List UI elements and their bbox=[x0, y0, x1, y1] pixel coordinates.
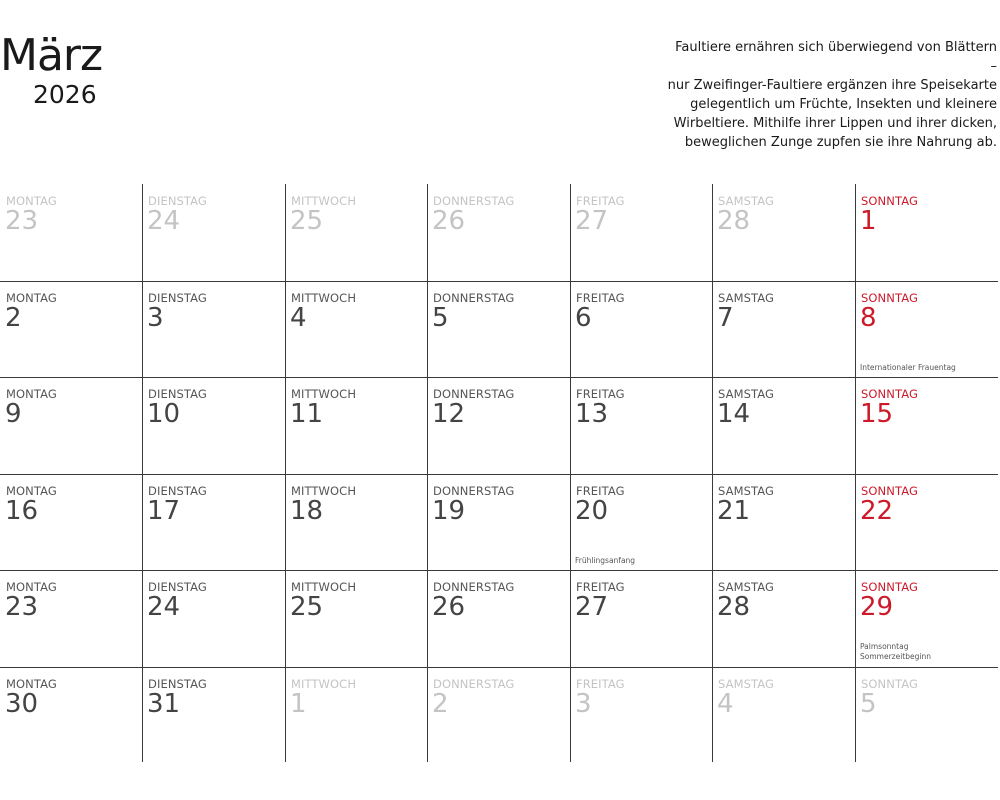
day-number: 4 bbox=[717, 688, 734, 719]
day-cell bbox=[142, 474, 284, 570]
day-number: 26 bbox=[432, 206, 466, 236]
day-number: 2 bbox=[5, 302, 22, 333]
day-number: 16 bbox=[5, 495, 39, 526]
day-name: MITTWOCH bbox=[291, 580, 357, 594]
day-number: 24 bbox=[147, 592, 181, 622]
day-cell bbox=[427, 281, 569, 377]
day-name: SONNTAG bbox=[861, 290, 918, 305]
day-name: MONTAG bbox=[6, 290, 57, 305]
month-title: März bbox=[0, 30, 103, 81]
day-number: 25 bbox=[290, 592, 324, 622]
day-name: MONTAG bbox=[6, 580, 57, 594]
day-name: DONNERSTAG bbox=[433, 676, 515, 691]
day-number: 6 bbox=[575, 302, 592, 333]
day-number: 10 bbox=[147, 399, 181, 429]
day-number: 17 bbox=[147, 495, 181, 526]
day-name: MONTAG bbox=[6, 483, 57, 498]
day-number: 20 bbox=[575, 495, 609, 526]
day-cell bbox=[570, 281, 712, 377]
week-row bbox=[0, 667, 998, 763]
day-name: MONTAG bbox=[6, 676, 57, 691]
day-name: SONNTAG bbox=[861, 387, 918, 401]
day-cell bbox=[285, 474, 427, 570]
day-cell bbox=[427, 377, 569, 473]
day-name: FREITAG bbox=[576, 290, 625, 305]
day-note bbox=[860, 642, 931, 662]
day-cell bbox=[712, 570, 854, 666]
day-cell bbox=[570, 667, 712, 763]
day-cell bbox=[0, 281, 142, 377]
week-row bbox=[0, 474, 998, 570]
day-number: 27 bbox=[575, 592, 609, 622]
day-number: 26 bbox=[432, 592, 466, 622]
day-cell bbox=[570, 184, 712, 280]
week-row bbox=[0, 570, 998, 666]
day-note-line: Sommerzeitbeginn bbox=[860, 652, 931, 661]
day-note bbox=[860, 363, 956, 373]
day-cell bbox=[570, 474, 712, 570]
day-cell bbox=[427, 184, 569, 280]
day-note-line: Palmsonntag bbox=[860, 642, 909, 651]
day-name: SAMSTAG bbox=[718, 290, 775, 305]
day-note-line: Internationaler Frauentag bbox=[860, 362, 956, 372]
day-name: SONNTAG bbox=[861, 194, 918, 208]
day-name: MITTWOCH bbox=[291, 676, 357, 691]
day-name: DONNERSTAG bbox=[433, 290, 515, 305]
day-number: 12 bbox=[432, 399, 466, 429]
day-number: 2 bbox=[432, 688, 449, 719]
day-name: SAMSTAG bbox=[718, 387, 775, 401]
intro-line: Wirbeltiere. Mithilfe ihrer Lippen und ihrer dicken, bbox=[673, 116, 997, 131]
day-cell bbox=[712, 281, 854, 377]
day-number: 18 bbox=[290, 495, 324, 526]
day-cell bbox=[570, 377, 712, 473]
day-note bbox=[575, 556, 635, 566]
day-name: DIENSTAG bbox=[148, 194, 207, 208]
day-cell bbox=[855, 377, 997, 473]
intro-line: nur Zweifinger-Faultiere ergänzen ihre Speisekarte bbox=[667, 78, 997, 93]
day-number: 3 bbox=[147, 302, 164, 333]
day-name: DIENSTAG bbox=[148, 580, 207, 594]
day-number: 24 bbox=[147, 206, 181, 236]
day-cell bbox=[570, 570, 712, 666]
day-name: DONNERSTAG bbox=[433, 483, 515, 498]
day-number: 15 bbox=[860, 399, 894, 429]
day-cell bbox=[0, 667, 142, 763]
day-cell bbox=[285, 184, 427, 280]
day-number: 30 bbox=[5, 688, 39, 719]
day-number: 28 bbox=[717, 592, 751, 622]
day-number: 28 bbox=[717, 206, 751, 236]
day-name: DIENSTAG bbox=[148, 676, 207, 691]
day-number: 7 bbox=[717, 302, 734, 333]
week-row bbox=[0, 184, 998, 280]
day-number: 22 bbox=[860, 495, 894, 526]
day-number: 11 bbox=[290, 399, 324, 429]
day-number: 23 bbox=[5, 206, 39, 236]
day-cell bbox=[142, 281, 284, 377]
day-name: DONNERSTAG bbox=[433, 580, 515, 594]
day-number: 3 bbox=[575, 688, 592, 719]
day-name: SAMSTAG bbox=[718, 483, 775, 498]
day-cell bbox=[142, 377, 284, 473]
day-cell bbox=[285, 667, 427, 763]
day-number: 5 bbox=[432, 302, 449, 333]
day-number: 23 bbox=[5, 592, 39, 622]
day-name: MITTWOCH bbox=[291, 387, 357, 401]
day-number: 8 bbox=[860, 302, 877, 333]
day-cell bbox=[0, 474, 142, 570]
day-number: 1 bbox=[290, 688, 307, 719]
day-cell bbox=[0, 570, 142, 666]
day-number: 14 bbox=[717, 399, 751, 429]
day-cell bbox=[285, 377, 427, 473]
day-name: MONTAG bbox=[6, 194, 57, 208]
intro-line: Faultiere ernähren sich überwiegend von Blättern – bbox=[675, 40, 997, 74]
day-cell bbox=[285, 570, 427, 666]
day-number: 19 bbox=[432, 495, 466, 526]
day-number: 5 bbox=[860, 688, 877, 719]
week-row bbox=[0, 377, 998, 473]
day-name: DIENSTAG bbox=[148, 387, 207, 401]
day-cell bbox=[0, 184, 142, 280]
day-name: MITTWOCH bbox=[291, 194, 357, 208]
day-name: SAMSTAG bbox=[718, 194, 775, 208]
day-name: FREITAG bbox=[576, 580, 625, 594]
day-cell bbox=[712, 474, 854, 570]
day-note-line: Frühlingsanfang bbox=[575, 555, 636, 565]
day-cell bbox=[855, 667, 997, 763]
day-number: 1 bbox=[860, 206, 877, 236]
day-cell bbox=[855, 570, 997, 666]
day-name: MITTWOCH bbox=[291, 290, 357, 305]
day-name: SONNTAG bbox=[861, 676, 918, 691]
day-name: SAMSTAG bbox=[718, 676, 775, 691]
day-name: DIENSTAG bbox=[148, 290, 207, 305]
day-name: DONNERSTAG bbox=[433, 387, 515, 401]
day-name: SONNTAG bbox=[861, 580, 918, 594]
day-name: FREITAG bbox=[576, 387, 625, 401]
calendar-grid bbox=[0, 184, 998, 764]
day-name: MITTWOCH bbox=[291, 483, 357, 498]
day-number: 13 bbox=[575, 399, 609, 429]
intro-text bbox=[667, 38, 997, 152]
day-name: SAMSTAG bbox=[718, 580, 775, 594]
day-number: 31 bbox=[147, 688, 181, 719]
intro-line: beweglichen Zunge zupfen sie ihre Nahrung ab. bbox=[684, 135, 997, 150]
day-number: 4 bbox=[290, 302, 307, 333]
day-cell bbox=[142, 570, 284, 666]
intro-line: gelegentlich um Früchte, Insekten und kleinere bbox=[690, 97, 997, 112]
day-cell bbox=[855, 474, 997, 570]
day-number: 25 bbox=[290, 206, 324, 236]
day-cell bbox=[285, 281, 427, 377]
day-cell bbox=[855, 184, 997, 280]
day-cell bbox=[712, 184, 854, 280]
day-number: 29 bbox=[860, 592, 894, 622]
day-name: FREITAG bbox=[576, 483, 625, 498]
week-row bbox=[0, 281, 998, 377]
day-name: SONNTAG bbox=[861, 483, 918, 498]
day-cell bbox=[427, 570, 569, 666]
day-cell bbox=[712, 667, 854, 763]
day-name: FREITAG bbox=[576, 194, 625, 208]
day-number: 27 bbox=[575, 206, 609, 236]
day-cell bbox=[0, 377, 142, 473]
day-name: MONTAG bbox=[6, 387, 57, 401]
day-number: 21 bbox=[717, 495, 751, 526]
day-cell bbox=[855, 281, 997, 377]
day-name: FREITAG bbox=[576, 676, 625, 691]
day-cell bbox=[427, 474, 569, 570]
day-cell bbox=[142, 184, 284, 280]
day-number: 9 bbox=[5, 399, 22, 429]
day-cell bbox=[142, 667, 284, 763]
day-cell bbox=[427, 667, 569, 763]
day-name: DONNERSTAG bbox=[433, 194, 515, 208]
day-name: DIENSTAG bbox=[148, 483, 207, 498]
year-title: 2026 bbox=[33, 80, 97, 109]
day-cell bbox=[712, 377, 854, 473]
